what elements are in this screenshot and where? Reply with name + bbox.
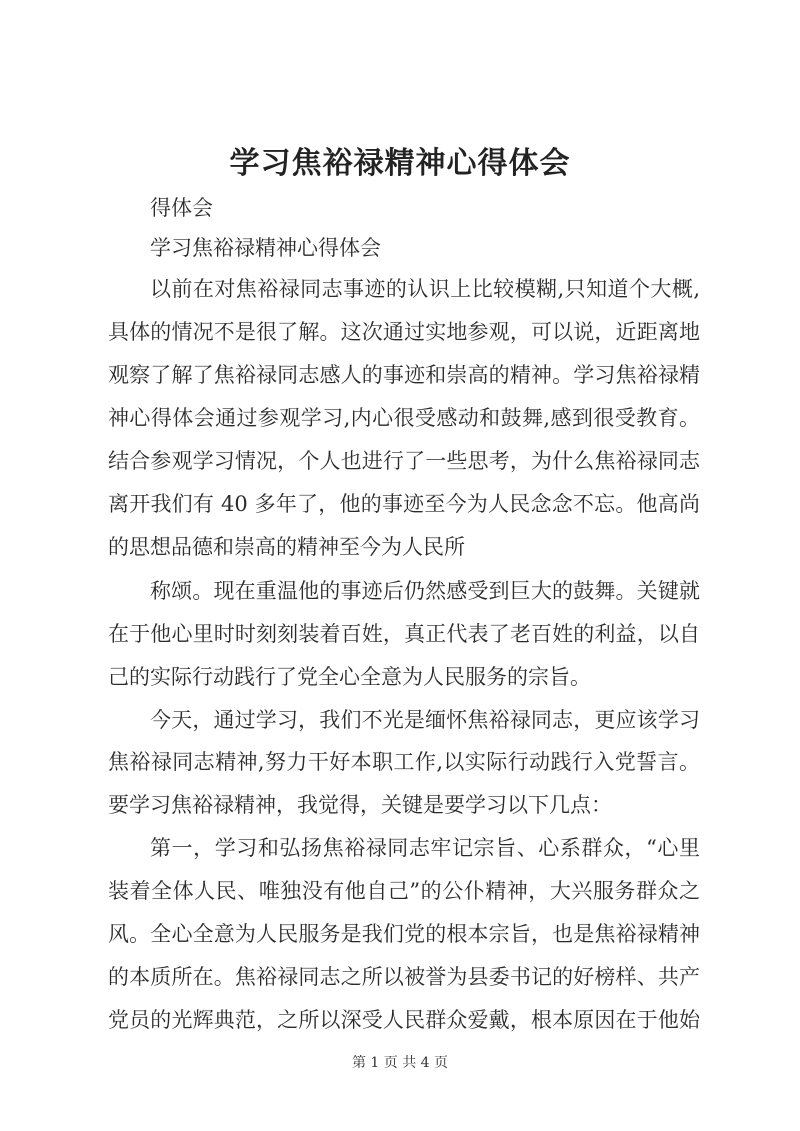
document-title: 学习焦裕禄精神心得体会 [229, 146, 571, 181]
text-line: 的思想品德和崇高的精神至今为人民所 [108, 535, 465, 559]
text-line: 第一，学习和弘扬焦裕禄同志牢记宗旨、心系群众，“心里 [150, 836, 700, 860]
text-line: 神心得体会通过参观学习,内心很受感动和鼓舞,感到很受教育。 [108, 406, 700, 430]
text-line: 以前在对焦裕禄同志事迹的认识上比较模糊,只知道个大概, [150, 277, 700, 301]
text-line: 己的实际行动践行了党全心全意为人民服务的宗旨。 [108, 665, 591, 689]
text-line: 结合参观学习情况，个人也进行了一些思考，为什么焦裕禄同志 [108, 449, 700, 473]
text-line: 学习焦裕禄精神心得体会 [150, 236, 381, 260]
text-line: 观察了解了焦裕禄同志感人的事迹和崇高的精神。学习焦裕禄精 [108, 363, 700, 387]
text-line: 在于他心里时时刻刻装着百姓，真正代表了老百姓的利益，以自 [108, 622, 700, 646]
text-line: 今天，通过学习，我们不光是缅怀焦裕禄同志，更应该学习 [150, 708, 700, 732]
text-line: 得体会 [150, 196, 213, 220]
text-line: 要学习焦裕禄精神，我觉得，关键是要学习以下几点： [108, 793, 612, 817]
text-line: 的本质所在。焦裕禄同志之所以被誉为县委书记的好榜样、共产 [108, 965, 700, 989]
text-line: 焦裕禄同志精神,努力干好本职工作,以实际行动践行入党誓言。 [108, 750, 700, 774]
text-line: 称颂。现在重温他的事迹后仍然感受到巨大的鼓舞。关键就 [150, 579, 700, 603]
text-line: 风。全心全意为人民服务是我们党的根本宗旨，也是焦裕禄精神 [108, 922, 700, 946]
text-line: 党员的光辉典范，之所以深受人民群众爱戴，根本原因在于他始 [108, 1008, 700, 1032]
page-number: 第 1 页 共 4 页 [351, 1055, 449, 1071]
text-line: 具体的情况不是很了解。这次通过实地参观，可以说，近距离地 [108, 320, 700, 344]
text-line: 装着全体人民、唯独没有他自己”的公仆精神，大兴服务群众之 [108, 879, 700, 903]
text-line: 离开我们有 40 多年了，他的事迹至今为人民念念不忘。他高尚 [108, 492, 700, 516]
